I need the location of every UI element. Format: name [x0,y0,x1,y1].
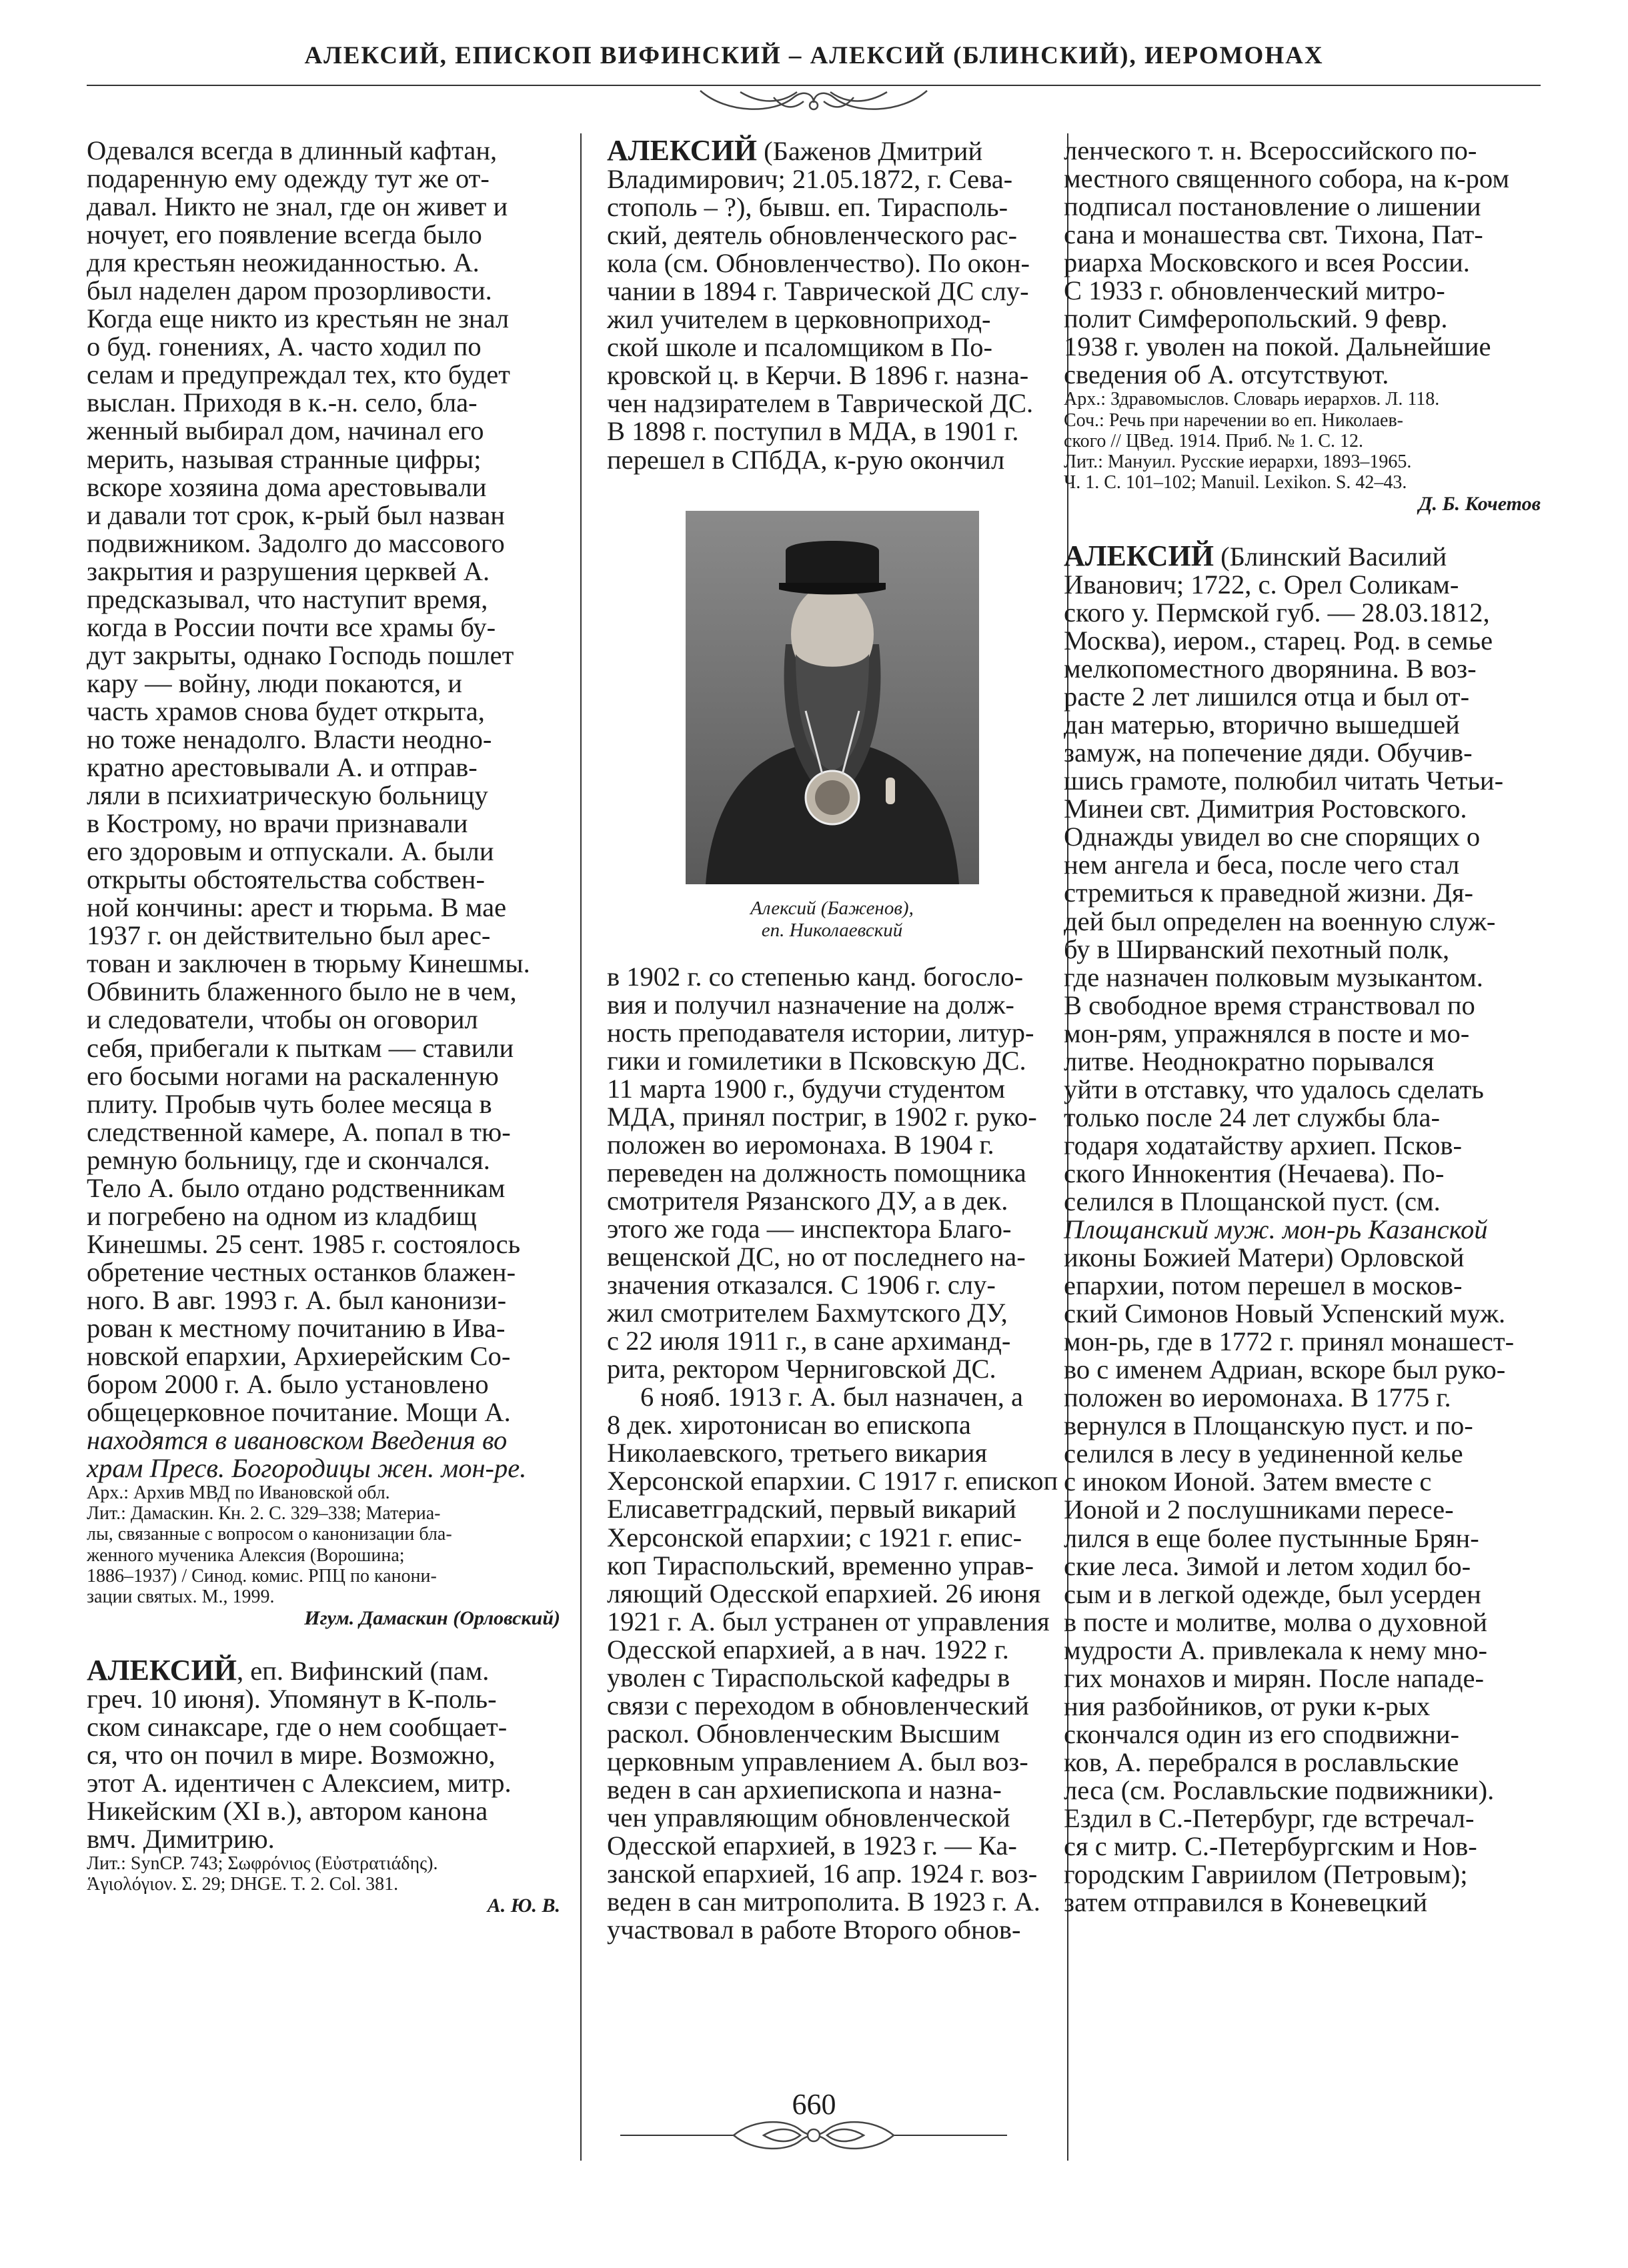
text-line: плиту. Пробыв чуть более месяца в [87,1088,492,1119]
text-line: Когда еще никто из крестьян не знал [87,303,510,334]
text-line: 1921 г. А. был устранен от управления [607,1606,1050,1636]
text-line: вещенской ДС, но от последнего на- [607,1242,1026,1272]
text-line: в 1902 г. со степенью канд. богосло- [607,961,1024,992]
text-line: мон-рь, где в 1772 г. принял монашест- [1064,1326,1515,1357]
text-line: дей был определен на военную служ- [1064,906,1496,936]
text-line: селам и предупреждал тех, кто будет [87,359,510,390]
text-line: и давали тот срок, к-рый был назван [87,499,505,530]
text-line: Херсонской епархии. С 1917 г. епископ [607,1466,1058,1496]
text-line: мон-рям, упражнялся в посте и мо- [1064,1018,1470,1048]
text-line: мудрости А. привлекала к нему мно- [1064,1634,1487,1665]
text-line: Ездил в С.-Петербург, где встречал- [1064,1803,1475,1833]
text-line: в посте и молитве, молва о духовной [1064,1606,1487,1637]
text-line: раскол. Обновленческим Высшим [607,1718,1000,1749]
text-line: чен управляющим обновленческой [607,1802,1010,1833]
text-line: связи с переходом в обновленческий [607,1690,1029,1721]
text-line: 1938 г. уволен на покой. Дальнейшие [1064,331,1491,362]
biblio-line: Ч. 1. С. 101–102; Manuil. Lexikon. S. 42–43. [1064,471,1407,493]
biblio-line: Лит.: SynCP. 743; Σωφρόνιος (Εὐστρατιάδης). [87,1853,438,1875]
text-line: обретение честных останков блажен- [87,1256,516,1287]
text-line: коп Тираспольский, временно управ- [607,1550,1034,1580]
text-line: жил учителем в церковноприход- [607,304,991,335]
text-line: ночует, его появление всегда было [87,219,482,250]
text-line: местного священного собора, на к-ром [1064,163,1509,194]
spacer [1064,515,1541,542]
text-line: городским Гавриилом (Петровым); [1064,1859,1468,1890]
text-line: веден в сан архиепископа и назна- [607,1774,1002,1805]
text-line: стремиться к праведной жизни. Дя- [1064,878,1473,908]
text-line: с 22 июля 1911 г., в сане архиманд- [607,1326,1011,1356]
text-line: кровской ц. в Керчи. В 1896 г. назна- [607,360,1029,391]
headword: АЛЕКСИЙ [607,134,757,167]
text-line: только после 24 лет службы бла- [1064,1102,1440,1132]
text-line: В 1898 г. поступил в МДА, в 1901 г. [607,416,1019,447]
text-span: , еп. Вифинский (пам. [236,1655,490,1686]
text-line: ляющий Одесской епархией. 26 июня [607,1578,1041,1608]
text-line: для крестьян неожиданностью. А. [87,247,480,278]
footer-ornament [620,2115,1007,2155]
text-line: затем отправился в Коневецкий [1064,1887,1428,1918]
biblio-line: Лит.: Дамаскин. Кн. 2. С. 329–338; Материа- [87,1503,441,1524]
text-line: кратно арестовывали А. и отправ- [87,752,478,783]
text-line: Одесской епархией, а в нач. 1922 г. [607,1634,1009,1664]
text-line: подвижником. Задолго до массового [87,527,505,558]
text-line: его босыми ногами на раскаленную [87,1060,499,1091]
text-line: участвовал в работе Второго обнов- [607,1915,1021,1945]
text-line: сведения об А. отсутствуют. [1064,359,1389,390]
text-line: 11 марта 1900 г., будучи студентом [607,1073,1006,1104]
text-line: Елисаветградский, первый викарий [607,1494,1016,1524]
text-line: новской епархии, Архиерейским Со- [87,1341,511,1372]
text-line: вскоре хозяина дома арестовывали [87,471,487,502]
text-line: ной кончины: арест и тюрьма. В мае [87,892,507,923]
text-line: Одевался всегда в длинный кафтан, [87,135,498,165]
text-line: себя, прибегали к пыткам — ставили [87,1032,514,1063]
text-line: чен надзирателем в Таврической ДС. [607,388,1034,419]
text-line: лился в еще более пустынные Брян- [1064,1522,1479,1553]
text-line: В свободное время странствовал по [1064,990,1475,1020]
text-line: ремную больницу, где и скончался. [87,1144,490,1175]
biblio-line: лы, связанные с вопросом о канонизации бла- [87,1524,452,1545]
running-head: АЛЕКСИЙ, ЕПИСКОП ВИФИНСКИЙ – АЛЕКСИЙ (БЛИНСКИЙ), ИЕРОМОНАХ [304,42,1324,69]
text-line: ков, А. перебрался в рославльские [1064,1747,1459,1777]
text-line: о буд. гонениях, А. часто ходил по [87,331,482,362]
text-line: ляли в психиатрическую больницу [87,780,488,811]
spacer [87,1630,560,1656]
caption-line: Алексий (Баженов), [750,897,914,919]
text-line: 6 нояб. 1913 г. А. был назначен, а [640,1382,1024,1412]
text-line: предсказывал, что наступит время, [87,584,488,614]
text-line: ного. В авг. 1993 г. А. был канонизи- [87,1284,507,1315]
text-line: женный выбирал дом, начинал его [87,415,484,446]
text-line: жил смотрителем Бахмутского ДУ, [607,1298,1008,1328]
text-line: ский, деятель обновленческого рас- [607,220,1018,251]
text-line: его здоровым и отпускали. А. были [87,836,494,867]
text-line: положен во иеромонаха. В 1904 г. [607,1129,994,1160]
column-1 [87,137,560,1917]
text-line: С 1933 г. обновленческий митро- [1064,275,1445,306]
text-line: этого же года — инспектора Благо- [607,1213,1012,1244]
text-line: выслан. Приходя в к.-н. село, бла- [87,387,478,418]
text-line: Владимирович; 21.05.1872, г. Сева- [607,164,1013,195]
text-line: давал. Никто не знал, где он живет и [87,191,508,222]
text-line: леса (см. Рославльские подвижники). [1064,1775,1495,1805]
page-number: 660 [792,2088,836,2121]
header-ornament-rule [87,77,1541,117]
text-line: риарха Московского и всея России. [1064,247,1470,278]
text-line: занской епархией, 16 апр. 1924 г. воз- [607,1859,1038,1889]
text-line: вернулся в Площанскую пуст. и по- [1064,1410,1473,1441]
headword: АЛЕКСИЙ [87,1653,237,1686]
text-line: Москва), иером., старец. Род. в семье [1064,626,1493,656]
portrait-photo [686,511,979,884]
text-line: ленческого т. н. Всероссийского по- [1064,135,1477,165]
article-heading-line [1064,539,1541,572]
column-3 [1064,137,1541,1917]
text-line: ские леса. Зимой и летом ходил бо- [1064,1550,1471,1581]
text-line: бу в Ширванский пехотный полк, [1064,934,1450,964]
text-line: скончался один из его сподвижни- [1064,1719,1460,1749]
text-line: литве. Неоднократно порывался [1064,1046,1435,1076]
biblio-line: Арх.: Архив МВД по Ивановской обл. [87,1482,390,1504]
column-divider [580,133,582,2161]
biblio-line: Арх.: Здравомыслов. Словарь иерархов. Л. 118. [1064,389,1440,410]
text-line: следственной камере, А. попал в тю- [87,1116,511,1147]
text-line: в Кострому, но врачи признавали [87,808,468,839]
text-line: где назначен полковым музыкантом. [1064,962,1483,992]
text-line: положен во иеромонаха. В 1775 г. [1064,1382,1451,1413]
text-line: Иванович; 1722, с. Орел Соликам- [1064,569,1459,600]
text-line: замуж, на попечение дяди. Обучив- [1064,738,1473,768]
text-line: переведен на должность помощника [607,1157,1026,1188]
text-line: сым и в легкой одежде, был усерден [1064,1578,1481,1609]
biblio-line: Ἁγιολόγιον. Σ. 29; DHGE. T. 2. Col. 381. [87,1874,399,1895]
text-line: иконы Божией Матери) Орловской [1064,1242,1465,1273]
text-line: Минеи свт. Димитрия Ростовского. [1064,794,1467,824]
text-line: с иноком Ионой. Затем вместе с [1064,1466,1432,1497]
article-heading-line [607,134,1057,167]
text-line: Николаевского, третьего викария [607,1438,988,1468]
text-line: стополь – ?), бывш. еп. Тирасполь- [607,192,1008,223]
text-line: годаря ходатайству архиеп. Псков- [1064,1130,1462,1160]
text-line: гики и гомилетики в Псковскую ДС. [607,1045,1026,1076]
text-line: Кинешмы. 25 сент. 1985 г. состоялось [87,1228,521,1259]
text-line: открыты обстоятельства собствен- [87,864,485,895]
text-span: (Блинский Василий [1213,541,1447,572]
text-line: кола (см. Обновленчество). По окон- [607,248,1030,279]
text-line: этот А. идентичен с Алексием, митр. [87,1768,512,1798]
biblio-line: Соч.: Речь при наречении во еп. Николаев- [1064,409,1404,431]
text-line: перешел в СПбДА, к-рую окончил [607,444,1005,475]
text-line: епархии, потом перешел в москов- [1064,1270,1463,1301]
text-line: селился в лесу в уединенной келье [1064,1438,1463,1469]
text-line: кару — войну, люди покаются, и [87,668,462,698]
text-line: во с именем Адриан, вскоре был руко- [1064,1354,1506,1385]
text-line: селился в Площанской пуст. (см. [1064,1186,1441,1216]
text-line: значения отказался. С 1906 г. слу- [607,1270,996,1300]
text-line: церковным управлением А. был воз- [607,1746,1028,1777]
portrait-caption [607,898,1057,942]
caption-line: еп. Николаевский [761,919,903,941]
biblio-line: 1886–1937) / Синод. комис. РПЦ по канони- [87,1565,437,1586]
text-line: рован к местному почитанию в Ива- [87,1312,506,1343]
text-line: Никейским (XI в.), автором канона [87,1796,488,1827]
text-line: МДА, принял постриг, в 1902 г. руко- [607,1101,1037,1132]
text-line: ся с митр. С.-Петербургским и Нов- [1064,1831,1477,1862]
text-line: часть храмов снова будет открыта, [87,696,485,726]
biblio-line: женного мученика Алексия (Ворошина; [87,1544,405,1566]
text-line: мерить, называя странные цифры; [87,443,482,474]
text-line: гих монахов и мирян. После нападе- [1064,1662,1484,1693]
article-author: Игум. Дамаскин (Орловский) [304,1606,560,1629]
text-line: закрытия и разрушения церквей А. [87,555,490,586]
column-2 [607,134,1058,1945]
biblio-line: зации святых. М., 1999. [87,1586,275,1607]
text-line: Однажды увидел во сне спорящих о [1064,822,1481,852]
article-author: А. Ю. В. [487,1895,560,1917]
text-line: подаренную ему одежду тут же от- [87,163,490,194]
article-body [87,137,560,1482]
text-line: Одесской епархией, в 1923 г. — Ка- [607,1831,1017,1861]
text-line: когда в России почти все храмы бу- [87,612,496,642]
text-line: ского у. Пермской губ. — 28.03.1812, [1064,597,1490,628]
text-line: чании в 1894 г. Таврической ДС слу- [607,276,1029,307]
text-line: 1937 г. он действительно был арес- [87,920,491,951]
text-line: но тоже ненадолго. Власти неодно- [87,724,492,754]
headword: АЛЕКСИЙ [1064,539,1214,572]
text-line: мелкопоместного дворянина. В воз- [1064,654,1477,684]
text-line: сана и монашества свт. Тихона, Пат- [1064,219,1483,250]
text-line: 8 дек. хиротонисан во епископа [607,1410,971,1440]
biblio-line: ского // ЦВед. 1914. Приб. № 1. С. 12. [1064,430,1363,451]
text-line: ской школе и псаломщиком в По- [607,332,993,363]
text-line: ся, что он почил в мире. Возможно, [87,1739,496,1770]
text-line: ского Иннокентия (Нечаева). По- [1064,1158,1445,1188]
article-author: Д. Б. Кочетов [1419,492,1541,515]
text-line: смотрителя Рязанского ДУ, а в дек. [607,1185,1008,1216]
text-line: Ионой и 2 послушниками пересе- [1064,1494,1454,1525]
text-line: ность преподавателя истории, литур- [607,1017,1034,1048]
bibliography [87,1482,560,1607]
text-line: нем ангела и беса, после чего стал [1064,850,1460,880]
text-line: находятся в ивановском Введения во [87,1425,508,1456]
text-line: ском синаксаре, где о нем сообщает- [87,1711,508,1742]
text-line: храм Пресв. Богородицы жен. мон-ре. [87,1453,527,1484]
text-line: ния разбойников, от руки к-рых [1064,1690,1431,1721]
text-line: тован и заключен в тюрьму Кинешмы. [87,948,530,979]
biblio-line: Лит.: Мануил. Русские иерархи, 1893–1965. [1064,451,1412,472]
text-line: веден в сан митрополита. В 1923 г. А. [607,1887,1040,1917]
text-line: уволен с Тираспольской кафедры в [607,1662,1010,1692]
text-line: и погребено на одном из кладбищ [87,1200,477,1231]
text-line: расте 2 лет лишился отца и был от- [1064,682,1470,712]
text-line: и следователи, чтобы он оговорил [87,1004,478,1035]
text-line: полит Симферопольский. 9 февр. [1064,303,1448,334]
text-line: рита, ректором Черниговской ДС. [607,1354,996,1384]
text-line: шись грамоте, полюбил читать Четьи- [1064,766,1504,796]
text-line: ский Симонов Новый Успенский муж. [1064,1298,1506,1329]
text-span: (Баженов Дмитрий [756,136,983,166]
text-line: подписал постановление о лишении [1064,191,1481,222]
text-line: вия и получил назначение на долж- [607,989,1014,1020]
text-line: общецерковное почитание. Мощи А. [87,1397,511,1428]
text-line: был наделен даром прозорливости. [87,275,492,306]
text-line: Херсонской епархии; с 1921 г. епис- [607,1522,1022,1552]
text-line: Обвинить блаженного было не в чем, [87,976,517,1007]
article-heading-line [87,1653,560,1686]
text-line: Площанский муж. мон-рь Казанской [1064,1214,1488,1245]
text-line: Тело А. было отдано родственникам [87,1172,506,1203]
text-line: дут закрыты, однако Господь пошлет [87,640,514,670]
text-line: уйти в отставку, что удалось сделать [1064,1074,1484,1104]
text-line: греч. 10 июня). Упомянут в К-поль- [87,1683,497,1714]
text-line: дан матерью, вторично вышедшей [1064,710,1460,740]
text-line: вмч. Димитрию. [87,1824,275,1855]
text-line: бором 2000 г. А. было установлено [87,1369,489,1400]
